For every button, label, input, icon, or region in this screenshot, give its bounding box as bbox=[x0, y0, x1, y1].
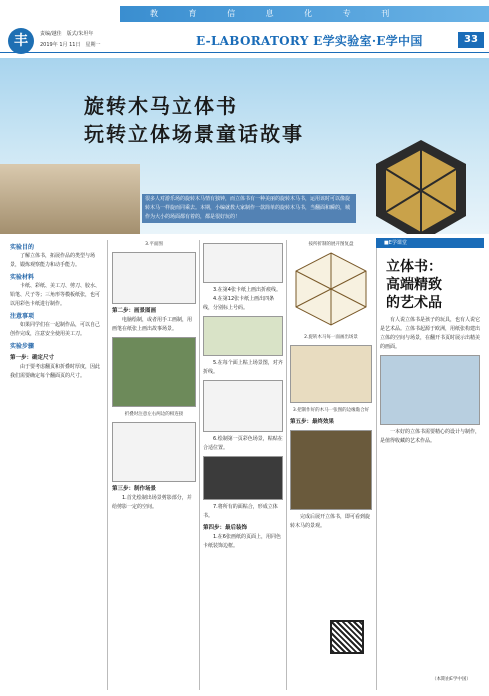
castle-illustration bbox=[0, 164, 140, 234]
heading-notice: 注意事项 bbox=[10, 313, 35, 320]
fig-scenes bbox=[112, 337, 196, 407]
column-divider bbox=[376, 240, 377, 690]
fig-plan bbox=[112, 252, 196, 304]
right-title-line1: 立体书： bbox=[386, 259, 442, 275]
text-step-e: 7.将所有的面粘合，形成立体书。 bbox=[203, 504, 278, 519]
editor-line: 责编/越佳 版式/朱坦年 bbox=[40, 31, 94, 37]
step-1-text: 由于要考虑翻页和折叠时厚度，因此我们需要确定每个翻面页的尺寸。 bbox=[10, 364, 101, 379]
fig-template bbox=[112, 422, 196, 482]
heading-steps: 实验步骤 bbox=[10, 343, 35, 350]
fig-fold bbox=[203, 243, 283, 283]
step-5-text: 完成后展开立体书，即可看到旋转木马的景观。 bbox=[290, 514, 371, 529]
right-text-1: 有人说立体书是孩子的玩具，也有人说它是艺术品。立体书起源于欧洲，用纸张构建出立体的空间与场景，在翻开书页时展示出精美的画面。 bbox=[380, 317, 481, 350]
step-1-title: 第一步：确定尺寸 bbox=[10, 355, 55, 361]
column-4 bbox=[290, 240, 372, 531]
column-3 bbox=[203, 240, 283, 551]
fig-popup-book bbox=[380, 355, 480, 425]
step-3-title: 第三步：制作场景 bbox=[112, 486, 157, 492]
page-number: 33 bbox=[458, 32, 484, 48]
fig-plan-caption: 3.平面图 bbox=[145, 242, 163, 247]
section-title: E-LABORATORY E学实验室·E学中国 bbox=[196, 34, 423, 48]
newspaper-logo: 丰 bbox=[8, 28, 34, 54]
step-2-title: 第二步：画景图画 bbox=[112, 308, 157, 314]
fig-panels bbox=[203, 316, 283, 356]
fig-glue-caption: 3.把制作好的木马一张图的边缘黏合好 bbox=[292, 408, 370, 413]
right-section-label: ■E学课堂 bbox=[384, 240, 407, 246]
text-step-a: 3.在第4张卡纸上画出折痕线。 bbox=[213, 287, 281, 293]
column-divider bbox=[107, 240, 108, 690]
fig-scenes-caption: 折叠时注意左右两边的相连接 bbox=[124, 412, 184, 417]
fig-carousel bbox=[290, 345, 372, 403]
text-notice: 如果同学们在一起制作品，可以自己创作完成，注意安全使用美工刀。 bbox=[10, 322, 101, 337]
text-step-b: 4.在第12张卡纸上画出四条线，分别标上号码。 bbox=[203, 296, 275, 311]
column-2 bbox=[112, 240, 196, 512]
fig-hexagon-caption: 按所折制的展开图复盘 bbox=[308, 242, 354, 247]
text-materials: 卡纸、彩纸、美工刀、剪刀、胶水、铅笔、尺子等；三角形等模板纸张，也可以用彩色卡纸进行制作。 bbox=[10, 283, 101, 307]
fig-carousel-caption: 2.旋转木马每一面画出场景 bbox=[304, 335, 358, 340]
hero-intro: 很多人对游乐场的旋转木马情有独钟，而立体书有一种美丽的旋转木马书，运用该时可以像旋转木马一样旋而同乘去。本期，小编就教大家制作一款简单的旋转木马书，当翻面和瞬的，城作为大小的场面都有着的，都是很好玩的！ bbox=[142, 194, 356, 223]
fig-book-closed bbox=[203, 456, 283, 500]
hero-banner bbox=[0, 58, 489, 234]
fig-final-result bbox=[290, 430, 372, 510]
header-rule bbox=[0, 52, 489, 53]
step-2-text: 电脑绘制，或者用手工画制，用画笔在纸张上画出故事场景。 bbox=[112, 317, 193, 332]
text-step-d: 6.绘制第一页彩色场景，粘贴在合适位置。 bbox=[203, 436, 283, 451]
right-text-2: 一本好的立体书需要精心的设计与制作，是值得收藏的艺术作品。 bbox=[380, 429, 481, 444]
column-divider bbox=[286, 240, 287, 690]
right-title-line3: 的艺术品 bbox=[386, 295, 442, 311]
column-1 bbox=[10, 240, 104, 381]
text-goal: 了解立体书，拓展作品的类型与场景，锻炼观察能力和动手能力。 bbox=[10, 253, 96, 268]
step-4-text: 1.在6张画纸的页面上，用同色卡纸装饰边框。 bbox=[203, 534, 281, 549]
header-banner-text: 教 育 信 息 化 专 刊 bbox=[150, 9, 404, 18]
step-5-title: 第五步：最终效果 bbox=[290, 419, 335, 425]
fig-hexagon bbox=[290, 249, 372, 329]
step-3-text: 1.首先绘制出场景剪影部分，并给剪影一定的空间。 bbox=[112, 495, 192, 510]
heading-materials: 实验材料 bbox=[10, 274, 35, 281]
column-5 bbox=[380, 316, 480, 446]
carousel-book-photo bbox=[366, 136, 476, 234]
footer-credit: （本期由E学中国） bbox=[432, 677, 471, 682]
right-title-line2: 高端精致 bbox=[386, 277, 442, 293]
page-header bbox=[0, 0, 489, 56]
fig-book-open bbox=[203, 380, 283, 432]
qr-code bbox=[330, 620, 364, 654]
heading-goal: 实验目的 bbox=[10, 244, 35, 251]
hero-title-line2: 玩转立体场景童话故事 bbox=[84, 122, 304, 146]
date-line: 2019年 1月 11日 星期一 bbox=[40, 42, 101, 48]
step-4-title: 第四步：最后装饰 bbox=[203, 525, 248, 531]
text-step-c: 5.在每个面上粘上场景图，对齐折线。 bbox=[203, 360, 283, 375]
column-divider bbox=[199, 240, 200, 690]
hero-title-line1: 旋转木马立体书 bbox=[84, 94, 238, 118]
